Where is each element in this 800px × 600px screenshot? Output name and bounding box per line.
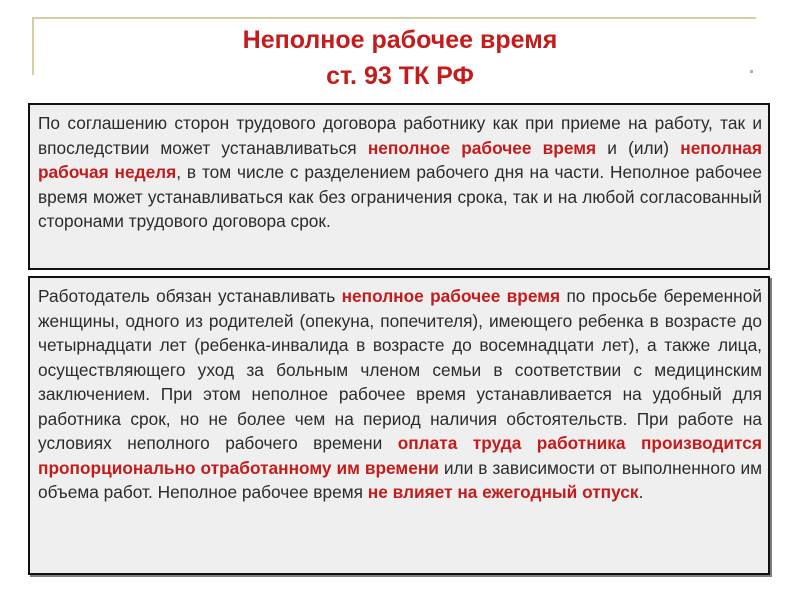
- block2-text-3: или в зависимости от выполненного им объема работ. Неполное рабочее время: [38, 457, 762, 502]
- block2-text-1: Работодатель обязан устанавливать: [38, 286, 342, 306]
- text-block-agreement: [28, 103, 770, 270]
- block2-highlight-1: неполное рабочее время: [341, 286, 561, 306]
- block2-text-4: .: [638, 482, 644, 502]
- block2-text-2: по просьбе беременной женщины, одного из родителей (опекуна, попечителя), имеющего ребенка в возрасте до четырнадцати лет (ребенка-инвалида в возрасте до восемнадцати лет), а также лица, осуществляющего уход за больным членом семьи в соответствии с медицинским заключением. При этом неполное рабочее время устанавливается на удобный для работника срок, но не более чем на период наличия обстоятельств. При работе на условиях неполного рабочего времени: [38, 286, 762, 453]
- block2-highlight-2: оплата труда работника производится пропорционально отработанному им времени: [38, 433, 762, 478]
- block2-highlight-3: не влияет на ежегодный отпуск: [367, 482, 639, 502]
- title-line-2: ст. 93 ТК РФ: [326, 62, 474, 90]
- decorative-frame-top: [32, 17, 756, 19]
- block1-text-2: и (или): [596, 137, 681, 158]
- block1-text-1: По соглашению сторон трудового договора работнику как при приеме на работу, так и впоследствии может устанавливаться: [38, 113, 762, 158]
- block1-text-3: , в том числе с разделением рабочего дня на части. Неполное рабочее время может устанавливаться как без ограничения срока, так и на любой согласованный сторонами трудового договора срок.: [38, 162, 762, 231]
- block1-highlight-1: неполное рабочее время: [367, 137, 597, 158]
- block1-highlight-2: неполная рабочая неделя: [38, 137, 762, 182]
- text-block-employer-obligation: [28, 276, 770, 575]
- title-line-1: Неполное рабочее время: [242, 26, 558, 54]
- slide-title: [0, 22, 800, 94]
